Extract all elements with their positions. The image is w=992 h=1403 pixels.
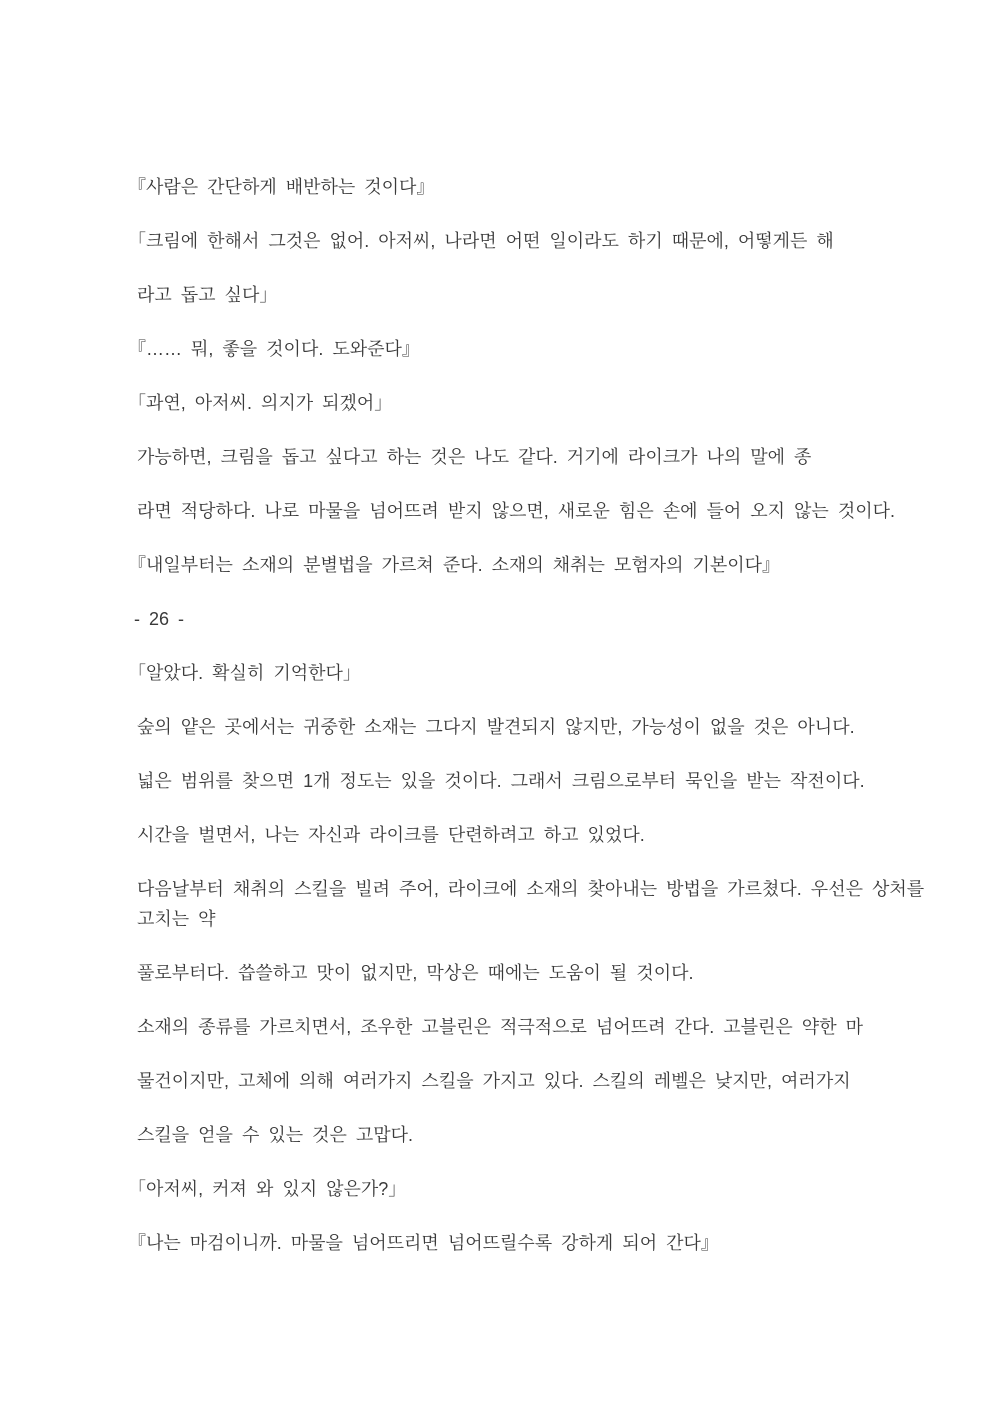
paragraph: 다음날부터 채취의 스킬을 빌려 주어, 라이크에 소재의 찾아내는 방법을 가르쳤다. 우선은 상처를 고치는 약 <box>137 879 925 929</box>
paragraph: 「알았다. 확실히 기억한다」 <box>128 663 361 683</box>
paragraph: 『…… 뭐, 좋을 것이다. 도와준다』 <box>128 339 420 359</box>
paragraph: 라고 돕고 싶다」 <box>137 285 278 305</box>
paragraph: 시간을 벌면서, 나는 자신과 라이크를 단련하려고 하고 있었다. <box>137 825 645 845</box>
page-number: - 26 - <box>134 609 185 629</box>
paragraph: 넓은 범위를 찾으면 1개 정도는 있을 것이다. 그래서 크림으로부터 묵인을 받는 작전이다. <box>137 771 865 791</box>
paragraph: 「크림에 한해서 그것은 없어. 아저씨, 나라면 어떤 일이라도 하기 때문에, 어떻게든 해 <box>128 231 834 251</box>
paragraph: 가능하면, 크림을 돕고 싶다고 하는 것은 나도 같다. 거기에 라이크가 나의 말에 종 <box>137 447 812 467</box>
paragraph: 숲의 얕은 곳에서는 귀중한 소재는 그다지 발견되지 않지만, 가능성이 없을 것은 아니다. <box>137 717 855 737</box>
paragraph: 「아저씨, 커져 와 있지 않은가?」 <box>128 1179 407 1199</box>
paragraph: 라면 적당하다. 나로 마물을 넘어뜨려 받지 않으면, 새로운 힘은 손에 들어 오지 않는 것이다. <box>137 501 895 521</box>
paragraph: 「과연, 아저씨. 의지가 되겠어」 <box>128 393 393 413</box>
paragraph: 『사람은 간단하게 배반하는 것이다』 <box>128 177 435 197</box>
paragraph: 스킬을 얻을 수 있는 것은 고맙다. <box>137 1125 414 1145</box>
paragraph: 물건이지만, 고체에 의해 여러가지 스킬을 가지고 있다. 스킬의 레벨은 낮지만, 여러가지 <box>137 1071 851 1091</box>
paragraph: 『내일부터는 소재의 분별법을 가르쳐 준다. 소재의 채취는 모험자의 기본이다』 <box>128 555 781 575</box>
paragraph: 풀로부터다. 씁쓸하고 맛이 없지만, 막상은 때에는 도움이 될 것이다. <box>137 963 694 983</box>
paragraph: 『나는 마검이니까. 마물을 넘어뜨리면 넘어뜨릴수록 강하게 되어 간다』 <box>128 1233 719 1253</box>
paragraph: 소재의 종류를 가르치면서, 조우한 고블린은 적극적으로 넘어뜨려 간다. 고블린은 약한 마 <box>137 1017 863 1037</box>
